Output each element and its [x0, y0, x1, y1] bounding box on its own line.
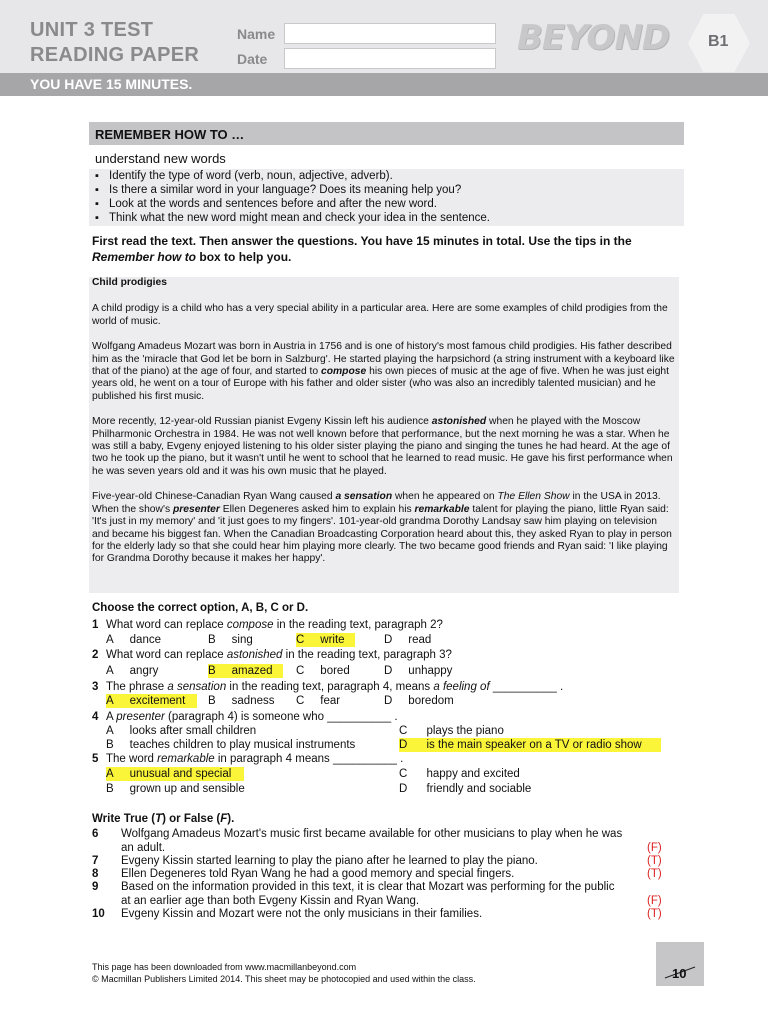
q1-option-d[interactable]: D read	[384, 634, 432, 646]
keyword-astonished: astonished	[431, 416, 487, 428]
tf-answer[interactable]: (F)	[647, 895, 662, 907]
date-field[interactable]	[284, 48, 496, 69]
q3-option-d[interactable]: D boredom	[384, 695, 454, 707]
paragraph-2: Wolfgang Amadeus Mozart was born in Austria in 1756 and is one of history's most famous child prodigies. His father described him as the 'miracle that God let be born in Salzburg'. He started playing the harpsichord (a string instrument with a keyboard like that of the piano) at the age of four, and started to compose his own pieces of music at the age of five. When he was just eight years old, he went on a tour of Europe with his father and older sister (who was also an incredibly talented musician) and he published his first music.	[92, 341, 675, 402]
keyword-presenter: presenter	[172, 503, 220, 515]
q3-option-b[interactable]: B sadness	[208, 695, 275, 707]
q3-option-c[interactable]: C fear	[296, 695, 341, 707]
remember-heading: REMEMBER HOW TO …	[89, 122, 684, 145]
q1-option-a[interactable]: A dance	[106, 634, 161, 646]
reading-title: Child prodigies	[92, 277, 167, 288]
tip-item: ▪ Think what the new word might mean and check your idea in the sentence.	[89, 211, 684, 225]
q4-option-a[interactable]: A looks after small children	[106, 725, 257, 737]
tf-number: 6	[92, 828, 99, 840]
q3-option-a-selected[interactable]: A excitement	[106, 694, 197, 708]
unit-title-line2: READING PAPER	[30, 44, 200, 66]
q2-option-a[interactable]: A angry	[106, 665, 159, 677]
tf-statement: Evgeny Kissin started learning to play the piano after he learned to play the piano.	[121, 855, 538, 867]
instructions	[92, 233, 682, 265]
tf-heading: Write True (T) or False (F).	[92, 813, 235, 825]
name-label: Name	[237, 26, 276, 42]
tip-item: ▪ Identify the type of word (verb, noun, adjective, adverb).	[89, 169, 684, 183]
q1-option-b[interactable]: B sing	[208, 634, 253, 646]
unit-title-line1: UNIT 3 TEST	[30, 19, 154, 41]
q5-option-c[interactable]: C happy and excited	[399, 768, 520, 780]
unit-title	[30, 18, 199, 68]
tf-answer[interactable]: (F)	[647, 842, 662, 854]
date-label: Date	[237, 51, 268, 67]
q2-option-c[interactable]: C bored	[296, 665, 350, 677]
tf-statement: Evgeny Kissin and Mozart were not the only musicians in their families.	[121, 908, 483, 920]
page-number: 10	[672, 966, 687, 981]
beyond-logo: BEYOND	[517, 18, 670, 58]
keyword-sensation: a sensation	[335, 491, 393, 503]
q1-option-c-selected[interactable]: C write	[296, 633, 355, 647]
instructions-box-name: Remember how to	[92, 250, 197, 264]
tf-statement: Wolfgang Amadeus Mozart's music first became available for other musicians to play when he was an adult.	[121, 828, 623, 854]
q4-option-c[interactable]: C plays the piano	[399, 725, 504, 737]
footer	[92, 961, 476, 985]
tf-answer[interactable]: (T)	[647, 908, 662, 920]
mcq-heading: Choose the correct option, A, B, C or D.	[92, 602, 309, 614]
tf-number: 7	[92, 855, 99, 867]
q4-option-b[interactable]: B teaches children to play musical instruments	[106, 739, 356, 751]
keyword-remarkable: remarkable	[414, 503, 470, 515]
remember-subheading: understand new words	[95, 151, 226, 166]
footer-copyright: © Macmillan Publishers Limited 2014. This sheet may be photocopied and used within the class.	[92, 974, 476, 984]
instructions-text-end: box to help you.	[199, 250, 292, 264]
paragraph-3: More recently, 12-year-old Russian pianist Evgeny Kissin left his audience astonished when he played with the Moscow Philharmonic Orchestra in 1984. He was not well known before that performance, but the next morning he was a star. When he was still a baby, Evgeny enjoyed listening to his older sister playing the piano and singing the tunes he had heard. At the age of two he took up the piano, but it wasn't until he went to school that he learned to read music. He gave his first performance when he was seven years old and it was his own music that he played.	[92, 416, 673, 477]
tf-statement: Based on the information provided in this text, it is clear that Mozart was performing for the public at an earlier age than both Evgeny Kissin and Ryan Wang.	[121, 881, 615, 907]
q2-option-b-selected[interactable]: B amazed	[208, 664, 283, 678]
tf-number: 8	[92, 868, 99, 880]
tf-answer[interactable]: (T)	[647, 868, 662, 880]
tf-number: 9	[92, 881, 99, 893]
q5-option-a-selected[interactable]: A unusual and special	[106, 767, 244, 781]
q5-option-b[interactable]: B grown up and sensible	[106, 783, 245, 795]
q2-option-d[interactable]: D unhappy	[384, 665, 453, 677]
q5-option-d[interactable]: D friendly and sociable	[399, 783, 532, 795]
level-badge: B1	[708, 33, 729, 50]
footer-source: This page has been downloaded from www.macmillanbeyond.com	[92, 962, 357, 972]
q4-option-d-selected[interactable]: D is the main speaker on a TV or radio show	[399, 738, 661, 752]
paragraph-1: A child prodigy is a child who has a very special ability in a particular area. Here are some examples of child prodigies from the world of music.	[92, 303, 668, 327]
tf-answer[interactable]: (T)	[647, 855, 662, 867]
show-title: The Ellen Show	[497, 491, 570, 503]
tip-item: ▪ Is there a similar word in your language? Does its meaning help you?	[89, 183, 684, 197]
keyword-compose: compose	[321, 366, 367, 378]
page-header	[0, 0, 768, 96]
tf-statement: Ellen Degeneres told Ryan Wang he had a good memory and special fingers.	[121, 868, 515, 880]
paragraph-4: Five-year-old Chinese-Canadian Ryan Wang caused a sensation when he appeared on The Ellen Show in the USA in 2013. When the show's presenter Ellen Degeneres asked him to explain his remarkable talent for playing the piano, little Ryan said: 'It's just in my memory' and 'it just goes to my fingers'. 101-year-old grandma Dorothy Landsay saw him playing on television and became his biggest fan. When the Canadian Broadcasting Corporation heard about this, they asked Ryan to play in person for the elderly lady so that she could hear him playing more clearly. The two became good friends and Ryan said: 'I like playing for Grandma Dorothy because it makes her happy'.	[92, 491, 672, 565]
tips-list	[89, 169, 684, 226]
name-field[interactable]	[284, 23, 496, 44]
tf-number: 10	[92, 908, 105, 920]
instructions-text: First read the text. Then answer the questions. You have 15 minutes in total. Use the tips in the	[92, 234, 632, 248]
reading-text	[89, 277, 679, 593]
time-notice: YOU HAVE 15 MINUTES.	[30, 76, 193, 92]
tip-item: ▪ Look at the words and sentences before and after the new word.	[89, 197, 684, 211]
